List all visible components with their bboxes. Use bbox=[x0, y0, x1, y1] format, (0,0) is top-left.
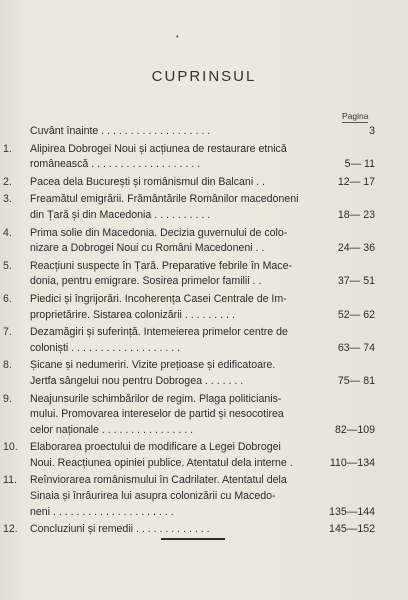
toc-entry-line: mului. Promovarea intereselor de partid și nesocotirea bbox=[30, 408, 284, 421]
toc-entry-line: românească . . . . . . . . . . . . . . . . . . . bbox=[30, 158, 201, 171]
toc-entry bbox=[0, 473, 408, 520]
toc-entry-pages: 75— 81 bbox=[337, 374, 375, 387]
toc-entry-line: Sinaia și înrâurirea lui asupra colonizării cu Macedo- bbox=[30, 490, 276, 503]
toc-entry-text bbox=[30, 440, 322, 471]
toc-entry bbox=[0, 192, 408, 223]
toc-entry-number: 7. bbox=[3, 326, 12, 339]
toc-entry-line: Noui. Reacțiunea opiniei publice. Atentatul dela interne . bbox=[30, 456, 293, 469]
toc-entry bbox=[0, 142, 408, 173]
toc-entry-number: 8. bbox=[3, 359, 12, 372]
toc-entry-line: nizare a Dobrogei Noui cu Români Macedoneni . . bbox=[30, 242, 265, 255]
toc-entry bbox=[0, 259, 408, 290]
toc-entry-pages: 37— 51 bbox=[337, 275, 375, 288]
toc-entry-line: proprietărire. Sistarea colonizării . . . . . . . . . bbox=[30, 308, 235, 321]
page-title: CUPRINSUL bbox=[151, 68, 257, 85]
toc-entry-line: Cuvânt înainte . . . . . . . . . . . . . . . . . . . bbox=[30, 125, 211, 137]
toc-entry-line: Pacea dela București și românismul din Balcani . . bbox=[30, 175, 265, 188]
toc-entry-number: 12. bbox=[3, 523, 18, 536]
toc-entry-line: neni . . . . . . . . . . . . . . . . . . . . . bbox=[30, 505, 174, 518]
toc-entry-line: Dezamăgiri și suferință. Intemeierea primelor centre de bbox=[30, 326, 288, 339]
toc-entry bbox=[0, 325, 408, 356]
toc-entry-pages: 18— 23 bbox=[337, 208, 375, 221]
toc-entry-text bbox=[30, 522, 322, 538]
toc-entry bbox=[0, 175, 408, 191]
toc-entry-text bbox=[30, 358, 322, 389]
closing-rule bbox=[161, 538, 225, 540]
toc-entry-text bbox=[30, 124, 322, 140]
toc-entry-pages: 145—152 bbox=[329, 523, 375, 536]
toc-entry-line: coloniști . . . . . . . . . . . . . . . . . . . bbox=[30, 341, 181, 354]
toc-entry-line: Alipirea Dobrogei Noui și acțiunea de restaurare etnică bbox=[30, 142, 287, 155]
toc-entry-line: Șicane și nedumeriri. Vizite prețioase și edificatoare. bbox=[30, 359, 276, 372]
toc-entry-number: 9. bbox=[3, 392, 12, 405]
toc-entry-pages: 52— 62 bbox=[337, 308, 375, 321]
toc-entry-pages: 3 bbox=[369, 125, 375, 137]
toc-entry-text bbox=[30, 392, 322, 439]
page-column-header: Pagina bbox=[342, 111, 369, 121]
toc-entry-number: 6. bbox=[3, 292, 12, 305]
toc-entry-number: 4. bbox=[3, 226, 12, 239]
toc-entry-line: donia, pentru emigrare. Sosirea primelor familii . . bbox=[30, 275, 262, 288]
toc-entry-pages: 63— 74 bbox=[337, 341, 375, 354]
toc-entry-pages: 82—109 bbox=[334, 423, 375, 436]
toc-entry-line: Reînviorarea românismului în Cadrilater. Atentatul dela bbox=[30, 474, 287, 487]
toc-entry bbox=[0, 358, 408, 389]
toc-entry-line: celor naționale . . . . . . . . . . . . . . . . bbox=[30, 423, 194, 436]
toc-entry-line: Piedici și îngrijorări. Incoherența Casei Centrale de Im- bbox=[30, 292, 287, 305]
toc-entry-text bbox=[30, 175, 322, 191]
table-of-contents bbox=[0, 124, 408, 540]
toc-entry-number: 10. bbox=[3, 441, 18, 454]
toc-entry-text bbox=[30, 259, 322, 290]
toc-entry-text bbox=[30, 473, 322, 520]
toc-entry-number: 2. bbox=[3, 175, 12, 188]
toc-entry-line: Freamătul emigrării. Frământările Românilor macedoneni bbox=[30, 193, 299, 206]
toc-entry-text bbox=[30, 226, 322, 257]
toc-entry-line: din Țară și din Macedonia . . . . . . . . . . bbox=[30, 208, 211, 221]
toc-entry-line: Prima solie din Macedonia. Decizia guvernului de colo- bbox=[30, 226, 288, 239]
toc-entry bbox=[0, 392, 408, 439]
toc-entry-pages: 24— 36 bbox=[337, 242, 375, 255]
toc-entry-number: 11. bbox=[3, 474, 17, 487]
toc-entry-line: Concluziuni și remedii . . . . . . . . . . . . . bbox=[30, 523, 210, 536]
toc-entry bbox=[0, 522, 408, 538]
toc-entry-line: Reacțiuni suspecte în Țară. Preparative febrile în Mace- bbox=[30, 259, 293, 272]
toc-entry-line: Neajunsurile schimbărilor de regim. Plaga politicianis- bbox=[30, 392, 282, 405]
toc-entry bbox=[0, 292, 408, 323]
toc-entry-pages: 110—134 bbox=[329, 456, 375, 469]
toc-entry-pages: 135—144 bbox=[329, 505, 375, 518]
toc-entry-text bbox=[30, 292, 322, 323]
toc-entry-pages: 5— 11 bbox=[344, 158, 375, 171]
toc-entry bbox=[0, 226, 408, 257]
toc-entry-text bbox=[30, 192, 322, 223]
toc-entry bbox=[0, 440, 408, 471]
toc-entry-pages: 12— 17 bbox=[337, 175, 375, 188]
toc-entry-text bbox=[30, 325, 322, 356]
toc-entry-number: 5. bbox=[3, 259, 12, 272]
page-mark: • bbox=[176, 32, 179, 41]
toc-entry-line: Elaborarea proectului de modificare a Legei Dobrogei bbox=[30, 441, 281, 454]
toc-entry-line: Jertfa sângelui nou pentru Dobrogea . . . . . . . bbox=[30, 374, 244, 387]
toc-entry-number: 1. bbox=[3, 142, 12, 155]
toc-entry bbox=[0, 124, 408, 140]
toc-entry-text bbox=[30, 142, 322, 173]
toc-entry-number: 3. bbox=[3, 193, 12, 206]
